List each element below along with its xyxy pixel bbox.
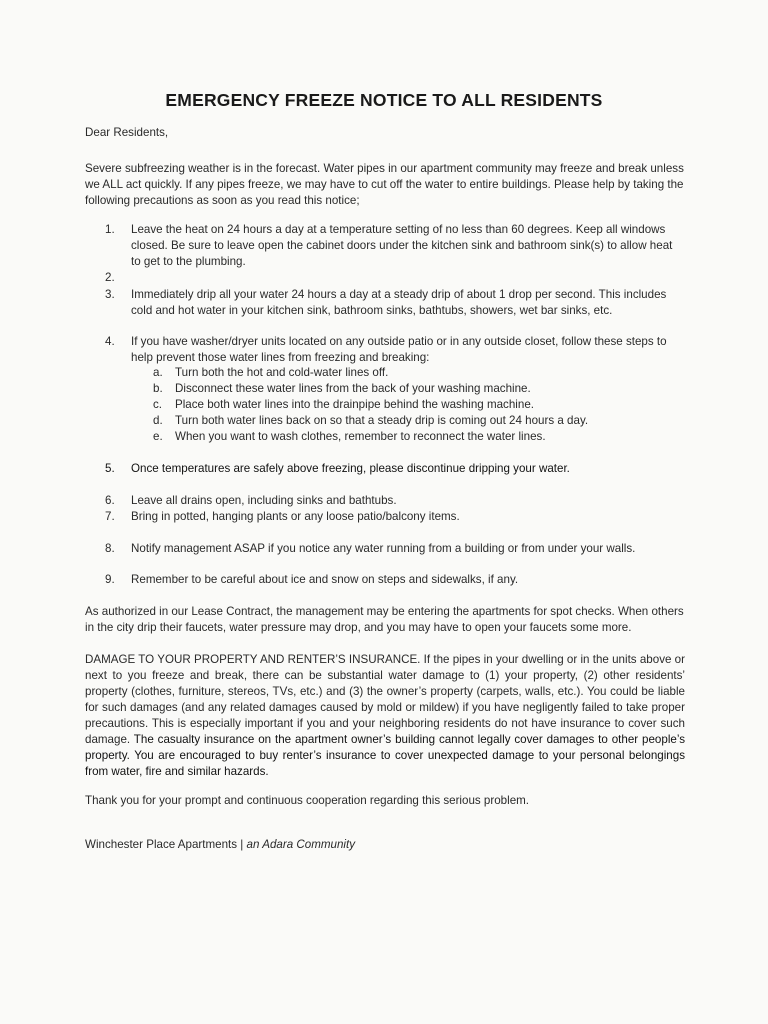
community-tagline: an Adara Community — [246, 838, 356, 851]
damage-paragraph-part2: The casualty insurance on the apartment owner’s building cannot legally cover damages to other people’s property. You are encouraged to buy renter’s insurance to cover unexpected damage to your personal belongings from water, fire and similar hazards. — [85, 733, 685, 778]
sub-list-item — [153, 429, 673, 445]
damage-paragraph — [85, 652, 685, 780]
item-number: 4. — [105, 335, 115, 348]
sub-item-letter: e. — [153, 430, 163, 443]
sub-item-text: Turn both the hot and cold-water lines off. — [175, 366, 389, 379]
item-text: Remember to be careful about ice and snow on steps and sidewalks, if any. — [131, 573, 519, 586]
item-text: Leave the heat on 24 hours a day at a temperature setting of no less than 60 degrees. Keep all windows closed. Be sure to leave open the cabinet doors under the kitchen sink and bathroom sink(s) to allow heat to get to the plumbing. — [131, 223, 673, 268]
footer-signature — [85, 838, 355, 851]
list-item — [105, 541, 685, 557]
list-item — [105, 222, 685, 270]
item-number: 5. — [105, 462, 115, 475]
item-number: 9. — [105, 573, 115, 586]
notice-title: EMERGENCY FREEZE NOTICE TO ALL RESIDENTS — [165, 90, 603, 110]
item-number: 7. — [105, 510, 115, 523]
community-name: Winchester Place Apartments — [85, 838, 238, 851]
footer-separator: | — [237, 838, 247, 851]
item-text: Once temperatures are safely above freezing, please discontinue dripping your water. — [131, 462, 570, 475]
item-number: 2. — [105, 271, 115, 284]
item-number: 6. — [105, 494, 115, 507]
item-number: 3. — [105, 288, 115, 301]
sub-item-letter: c. — [153, 398, 163, 411]
item-number: 8. — [105, 542, 115, 555]
list-item — [105, 461, 685, 477]
sub-item-letter: a. — [153, 366, 163, 379]
list-item — [105, 493, 685, 509]
item-text: Notify management ASAP if you notice any water running from a building or from under your walls. — [131, 542, 636, 555]
sub-item-text: When you want to wash clothes, remember to reconnect the water lines. — [175, 430, 546, 443]
sub-item-text: Turn both water lines back on so that a steady drip is coming out 24 hours a day. — [175, 414, 589, 427]
item-text: Immediately drip all your water 24 hours a day at a steady drip of about 1 drop per second. This includes cold and hot water in your kitchen sink, bathroom sinks, bathtubs, showers, wet bar sinks, etc. — [131, 288, 667, 317]
sub-item-letter: b. — [153, 382, 163, 395]
thanks-paragraph: Thank you for your prompt and continuous cooperation regarding this serious problem. — [85, 794, 530, 807]
lease-paragraph: As authorized in our Lease Contract, the management may be entering the apartments for spot checks. When others in the city drip their faucets, water pressure may drop, and you may have to open your faucets some more. — [85, 605, 684, 634]
item-text: If you have washer/dryer units located on any outside patio or in any outside closet, follow these steps to help prevent those water lines from freezing and breaking: — [131, 335, 667, 364]
sub-item-text: Place both water lines into the drainpipe behind the washing machine. — [175, 398, 534, 411]
sub-list-item — [153, 381, 673, 397]
item-text: Bring in potted, hanging plants or any loose patio/balcony items. — [131, 510, 460, 523]
list-item — [105, 509, 685, 525]
sub-item-text: Disconnect these water lines from the back of your washing machine. — [175, 382, 531, 395]
list-item — [105, 287, 685, 319]
sub-list-item — [153, 397, 673, 413]
sub-list-item — [153, 413, 673, 429]
sub-item-letter: d. — [153, 414, 163, 427]
sub-list-item — [153, 365, 673, 381]
item-number: 1. — [105, 223, 115, 236]
list-item — [105, 572, 685, 588]
list-item — [105, 334, 685, 366]
intro-paragraph: Severe subfreezing weather is in the forecast. Water pipes in our apartment community may freeze and break unless we ALL act quickly. If any pipes freeze, we may have to cut off the water to entire buildings. Please help by taking the following precautions as soon as you read this notice; — [85, 162, 684, 207]
item-text: Leave all drains open, including sinks and bathtubs. — [131, 494, 397, 507]
salutation: Dear Residents, — [85, 126, 169, 139]
damage-paragraph-part1: DAMAGE TO YOUR PROPERTY AND RENTER’S INSURANCE. If the pipes in your dwelling or in the units above or next to you freeze and break, there can be substantial water damage to (1) your property, (2) other residents’ property (clothes, furniture, stereos, TVs, etc.) and (3) the owner’s property (carpets, walls, etc.). You could be liable for such damages (and any related damages caused by mold or mildew) if you have negligently failed to take proper precautions. This is especially important if you and your neighboring residents do not have insurance to cover such damage. — [85, 653, 685, 746]
